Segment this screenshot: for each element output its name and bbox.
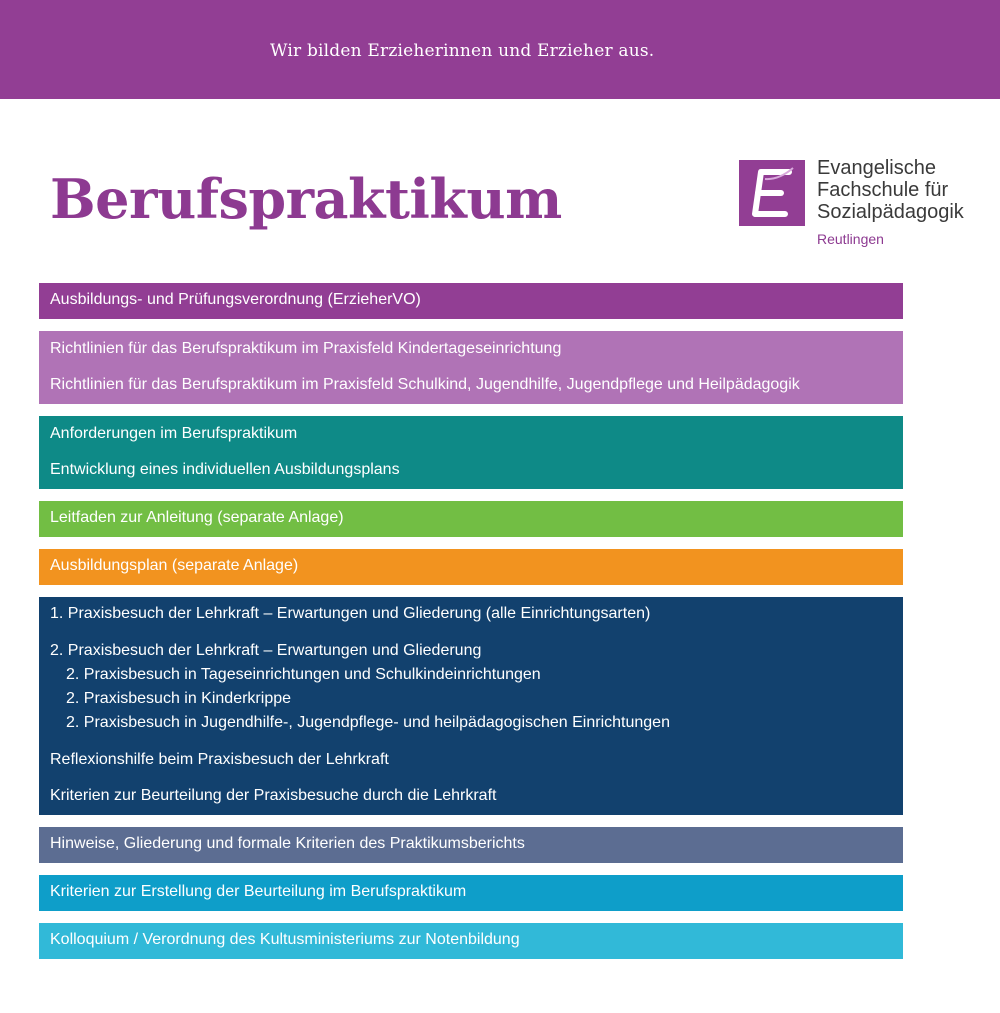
- link-block-kolloquium: [39, 923, 903, 959]
- header-tagline: Wir bilden Erzieherinnen und Erzieher aus.: [270, 41, 655, 61]
- link-block-ausbildungsplan: [39, 549, 903, 585]
- e-letter-logo-icon: [739, 160, 805, 226]
- link-praxisbesuch-1[interactable]: 1. Praxisbesuch der Lehrkraft – Erwartungen und Gliederung (alle Einrichtungsarten): [50, 605, 651, 622]
- link-block-praktikumsbericht: [39, 827, 903, 863]
- link-block-erzieher-vo: [39, 283, 903, 319]
- link-praxisbesuch-2-jugendhilfe[interactable]: 2. Praxisbesuch in Jugendhilfe-, Jugendpflege- und heilpädagogischen Einrichtungen: [66, 714, 670, 731]
- link-hinweise-praktikumsbericht[interactable]: Hinweise, Gliederung und formale Kriterien des Praktikumsberichts: [50, 835, 525, 852]
- org-name-line: Sozialpädagogik: [817, 201, 964, 223]
- link-kriterien-praxisbesuche[interactable]: Kriterien zur Beurteilung der Praxisbesuche durch die Lehrkraft: [50, 787, 497, 804]
- link-richtlinien-kita[interactable]: Richtlinien für das Berufspraktikum im Praxisfeld Kindertageseinrichtung: [50, 340, 562, 357]
- page-title: Berufspraktikum: [50, 167, 562, 231]
- link-ausbildungs-pruefungsverordnung[interactable]: Ausbildungs- und Prüfungsverordnung (ErzieherVO): [50, 291, 421, 308]
- link-block-richtlinien: [39, 331, 903, 404]
- link-block-leitfaden: [39, 501, 903, 537]
- link-block-anforderungen: [39, 416, 903, 489]
- link-kolloquium[interactable]: Kolloquium / Verordnung des Kultusministeriums zur Notenbildung: [50, 931, 520, 948]
- header-banner: [0, 0, 1000, 99]
- link-praxisbesuch-2[interactable]: 2. Praxisbesuch der Lehrkraft – Erwartungen und Gliederung: [50, 642, 482, 659]
- org-name: [817, 157, 964, 247]
- link-anforderungen[interactable]: Anforderungen im Berufspraktikum: [50, 425, 298, 442]
- link-ausbildungsplan[interactable]: Ausbildungsplan (separate Anlage): [50, 557, 299, 574]
- link-praxisbesuch-2-tageseinrichtungen[interactable]: 2. Praxisbesuch in Tageseinrichtungen und Schulkindeinrichtungen: [66, 666, 541, 683]
- link-block-beurteilung: [39, 875, 903, 911]
- link-reflexionshilfe[interactable]: Reflexionshilfe beim Praxisbesuch der Lehrkraft: [50, 751, 389, 768]
- link-block-praxisbesuch: [39, 597, 903, 815]
- link-ausbildungsplan-entwicklung[interactable]: Entwicklung eines individuellen Ausbildungsplans: [50, 461, 400, 478]
- link-leitfaden-anleitung[interactable]: Leitfaden zur Anleitung (separate Anlage): [50, 509, 344, 526]
- org-name-line: Evangelische: [817, 157, 936, 179]
- org-city: Reutlingen: [817, 231, 884, 247]
- link-richtlinien-schulkind[interactable]: Richtlinien für das Berufspraktikum im Praxisfeld Schulkind, Jugendhilfe, Jugendpflege und Heilpädagogik: [50, 376, 800, 393]
- link-kriterien-beurteilung[interactable]: Kriterien zur Erstellung der Beurteilung im Berufspraktikum: [50, 883, 467, 900]
- link-praxisbesuch-2-kinderkrippe[interactable]: 2. Praxisbesuch in Kinderkrippe: [66, 690, 292, 707]
- org-name-line: Fachschule für: [817, 179, 949, 201]
